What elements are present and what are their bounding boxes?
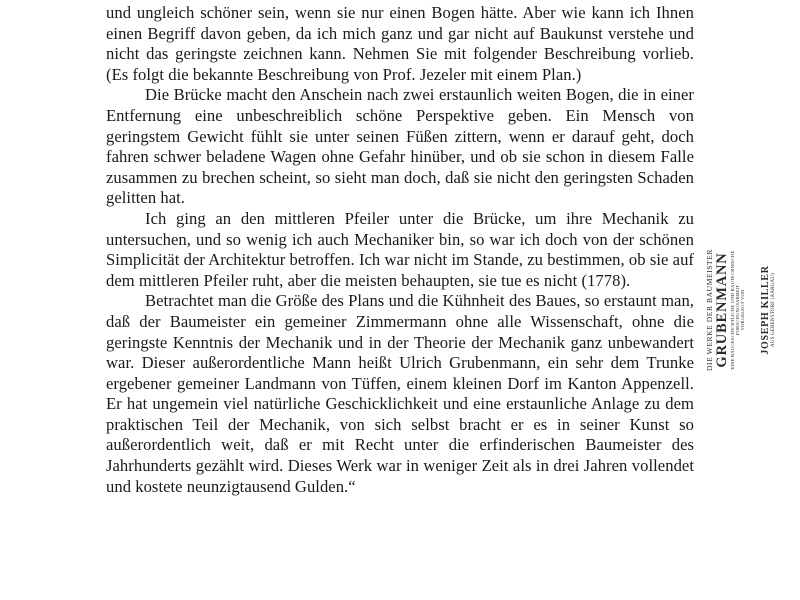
spine-subtitle: VORGELEGT VON xyxy=(740,289,745,331)
book-spine xyxy=(704,220,786,400)
spine-title: GRUBENMANN xyxy=(714,252,730,368)
book-spine-text xyxy=(704,220,786,400)
paragraph: Ich ging an den mittleren Pfeiler unter die Brücke, um ihre Mechanik zu untersuchen, und so wenig ich auch Mechaniker bin, so war ich doch von der schönen Simplicität der Architektur betroffen. Ich war nicht im Stande, zu bestimmen, ob sie auf dem mittleren Pfeiler ruht, aber die meisten behaupten, sie tue es nicht (1778). xyxy=(106,208,694,290)
paragraph: Die Brücke macht den Anschein nach zwei erstaunlich weiten Bogen, die in einer Entfernung eine unbeschreiblich schöne Perspektive geben. Ein Mensch von geringstem Gewicht fühlt sie unter seinen Füßen zittern, wenn er darauf geht, doch fahren schwer beladene Wagen ohne Gefahr hinüber, und ob sie schon in diesem Falle zusammen zu brechen scheint, so sieht man doch, daß sie nicht den geringsten Schaden gelitten hat. xyxy=(106,85,694,208)
spine-series: DIE WERKE DER BAUMEISTER xyxy=(705,249,714,371)
spine-subtitle: FORSCHUNGSARBEIT xyxy=(735,284,740,336)
paragraph: und ungleich schöner sein, wenn sie nur einen Bogen hätte. Aber wie kann ich Ihnen einen Begriff davon geben, da ich mich ganz und gar nicht auf Baukunst verstehe und nicht das geringste zeichnen kann. Nehmen Sie mit folgender Beschreibung vorlieb. (Es folgt die bekannte Beschreibung von Prof. Jezeler mit einem Plan.) xyxy=(106,3,694,84)
paragraph: Betrachtet man die Größe des Plans und die Kühnheit des Baues, so erstaunt man, daß der Baumeister ein gemeiner Zimmermann ohne alle Wissenschaft, ohne die geringste Kenntnis der Mechanik und in der Theorie der Mechanik ganz unbewandert war. Dieser außerordentliche Mann heißt Ulrich Grubenmann, ein sehr dem Trunke ergebener gemeiner Landmann von Tüffen, einem kleinen Dorf im Kanton Appenzell. Er hat ungemein viel natürliche Geschicklichkeit und eine erstaunliche Anlage zu dem praktischen Teil der Mechanik, von sich selbst bracht er es in seiner Kunst so außerordentlich weit, daß er mit Recht unter die erfinderischen Baumeister des Jahrhunderts gezählt wird. Dieses Werk war in weniger Zeit als in drei Jahren vollendet und kostete neunzigtausend Gulden.“ xyxy=(106,291,694,496)
spine-place: AUS GEBENSTORF (AARGAU) xyxy=(771,273,776,347)
spine-author: JOSEPH KILLER xyxy=(760,265,771,355)
spine-subtitle: EINE BAUGESCHICHTLICHE UND BAUTECHNISCHE xyxy=(730,250,735,370)
body-text xyxy=(106,3,694,497)
